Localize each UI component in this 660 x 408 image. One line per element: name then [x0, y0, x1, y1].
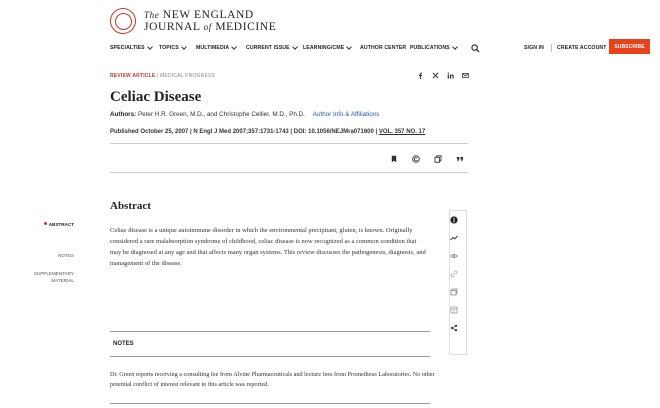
create-account-label: CREATE ACCOUNT	[557, 45, 607, 51]
nav-specialties[interactable]	[110, 45, 152, 51]
link-icon[interactable]	[450, 270, 458, 278]
nav-label: TOPICS	[159, 45, 179, 51]
author-line	[110, 111, 379, 118]
chevron-down-icon	[147, 44, 153, 50]
side-toolbar	[449, 210, 467, 355]
subcategory-label[interactable]: MEDICAL PROGRESS	[160, 73, 216, 79]
rail-label: NOTES	[58, 253, 74, 258]
logo-journal: JOURNAL	[144, 21, 201, 33]
chevron-down-icon	[181, 44, 187, 50]
nav-topics[interactable]	[159, 45, 186, 51]
rail-label: MATERIAL	[51, 277, 74, 283]
rail-link-abstract[interactable]	[0, 222, 74, 229]
active-dot-icon	[44, 222, 47, 225]
nav-label: AUTHOR CENTER	[360, 45, 407, 51]
main-nav	[110, 44, 650, 56]
copy-icon[interactable]	[434, 155, 442, 163]
publication-details: Published October 25, 2007 | N Engl J Med 2007;357:1731-1743 | DOI: 10.1056/NEJMra071600 |	[110, 129, 379, 135]
rail-link-notes[interactable]	[0, 253, 74, 260]
nav-multimedia[interactable]	[196, 45, 236, 51]
divider	[110, 403, 430, 404]
divider	[110, 143, 468, 144]
article-category: REVIEW ARTICLE | MEDICAL PROGRESS	[110, 73, 216, 79]
chevron-down-icon	[452, 44, 458, 50]
divider	[110, 172, 468, 173]
nav-label: LEARNING/CME	[303, 45, 345, 51]
publication-info	[110, 129, 425, 135]
article-tools	[390, 155, 464, 163]
logo-the: The	[144, 9, 160, 20]
media-gallery-icon[interactable]	[450, 288, 458, 296]
nejm-seal-icon	[110, 8, 136, 34]
subscribe-label: SUBSCRIBE	[614, 43, 645, 50]
abstract-text: Celiac disease is a unique autoimmune disorder in which the environmental precipitant, gluten, is known. Originally considered a rare malabsorption syndrome of childhood, celiac disease is now recognized as a common condition that may be diagnosed at any age and that affects many organ systems. This review discusses the pathogenesis, diagnosis, and management of the disease.	[110, 227, 426, 267]
volume-link[interactable]: VOL. 357 NO. 17	[378, 129, 426, 135]
authors-names: Peter H.R. Green, M.D., and Christophe Cellier, M.D., Ph.D.	[137, 111, 305, 118]
subscribe-button[interactable]	[609, 39, 650, 54]
notes-text: Dr. Green reports receiving a consulting fee from Alvine Pharmaceuticals and lecture fees from Prometheus Laboratories. No other potential conflict of interest relevant to this article was reported.	[110, 371, 435, 388]
create-account-link[interactable]	[557, 45, 607, 51]
abstract-heading: Abstract	[110, 200, 151, 212]
nav-learning-cme[interactable]	[303, 45, 351, 51]
nav-divider	[551, 44, 552, 52]
email-icon[interactable]	[462, 72, 469, 79]
nav-label: MULTIMEDIA	[196, 45, 230, 51]
category-label[interactable]: REVIEW ARTICLE	[110, 73, 156, 79]
divider	[110, 356, 430, 357]
nav-author-center[interactable]	[360, 45, 406, 51]
sign-in-link[interactable]	[524, 45, 544, 51]
nav-label: SPECIALTIES	[110, 45, 145, 51]
nav-label: PUBLICATIONS	[410, 45, 450, 51]
info-icon[interactable]	[450, 216, 458, 224]
x-twitter-icon[interactable]	[432, 72, 439, 79]
table-icon[interactable]	[450, 306, 458, 314]
logo-wordmark	[144, 9, 276, 33]
metrics-trend-icon[interactable]	[450, 234, 458, 242]
rail-label: ABSTRACT	[48, 222, 74, 227]
cite-quote-icon[interactable]	[456, 155, 464, 163]
chevron-down-icon	[292, 44, 298, 50]
logo-of: of	[203, 22, 212, 32]
article-title: Celiac Disease	[110, 89, 202, 105]
nav-label: CURRENT ISSUE	[246, 45, 290, 51]
rail-link-supplementary[interactable]	[0, 271, 74, 285]
chevron-down-icon	[231, 44, 237, 50]
nav-publications[interactable]	[410, 45, 457, 51]
authors-label: Authors:	[110, 111, 137, 118]
logo-line1: NEW ENGLAND	[162, 8, 254, 21]
facebook-icon[interactable]	[417, 72, 424, 79]
sign-in-label: SIGN IN	[524, 45, 545, 51]
share-icon[interactable]	[450, 324, 458, 332]
share-bar	[417, 72, 469, 79]
chevron-down-icon	[346, 44, 352, 50]
search-icon[interactable]	[471, 44, 480, 53]
author-affiliations-link[interactable]: Author Info & Affiliations	[312, 111, 380, 118]
permissions-icon[interactable]	[412, 155, 420, 163]
nejm-logo[interactable]	[110, 8, 276, 34]
eye-icon[interactable]	[450, 252, 458, 260]
linkedin-icon[interactable]	[447, 72, 454, 79]
divider	[110, 331, 430, 332]
nav-current-issue[interactable]	[246, 45, 297, 51]
bookmark-icon[interactable]	[390, 155, 398, 163]
logo-medicine: MEDICINE	[215, 21, 277, 33]
rail-label: SUPPLEMENTARY	[33, 271, 74, 276]
notes-heading: NOTES	[113, 341, 134, 347]
